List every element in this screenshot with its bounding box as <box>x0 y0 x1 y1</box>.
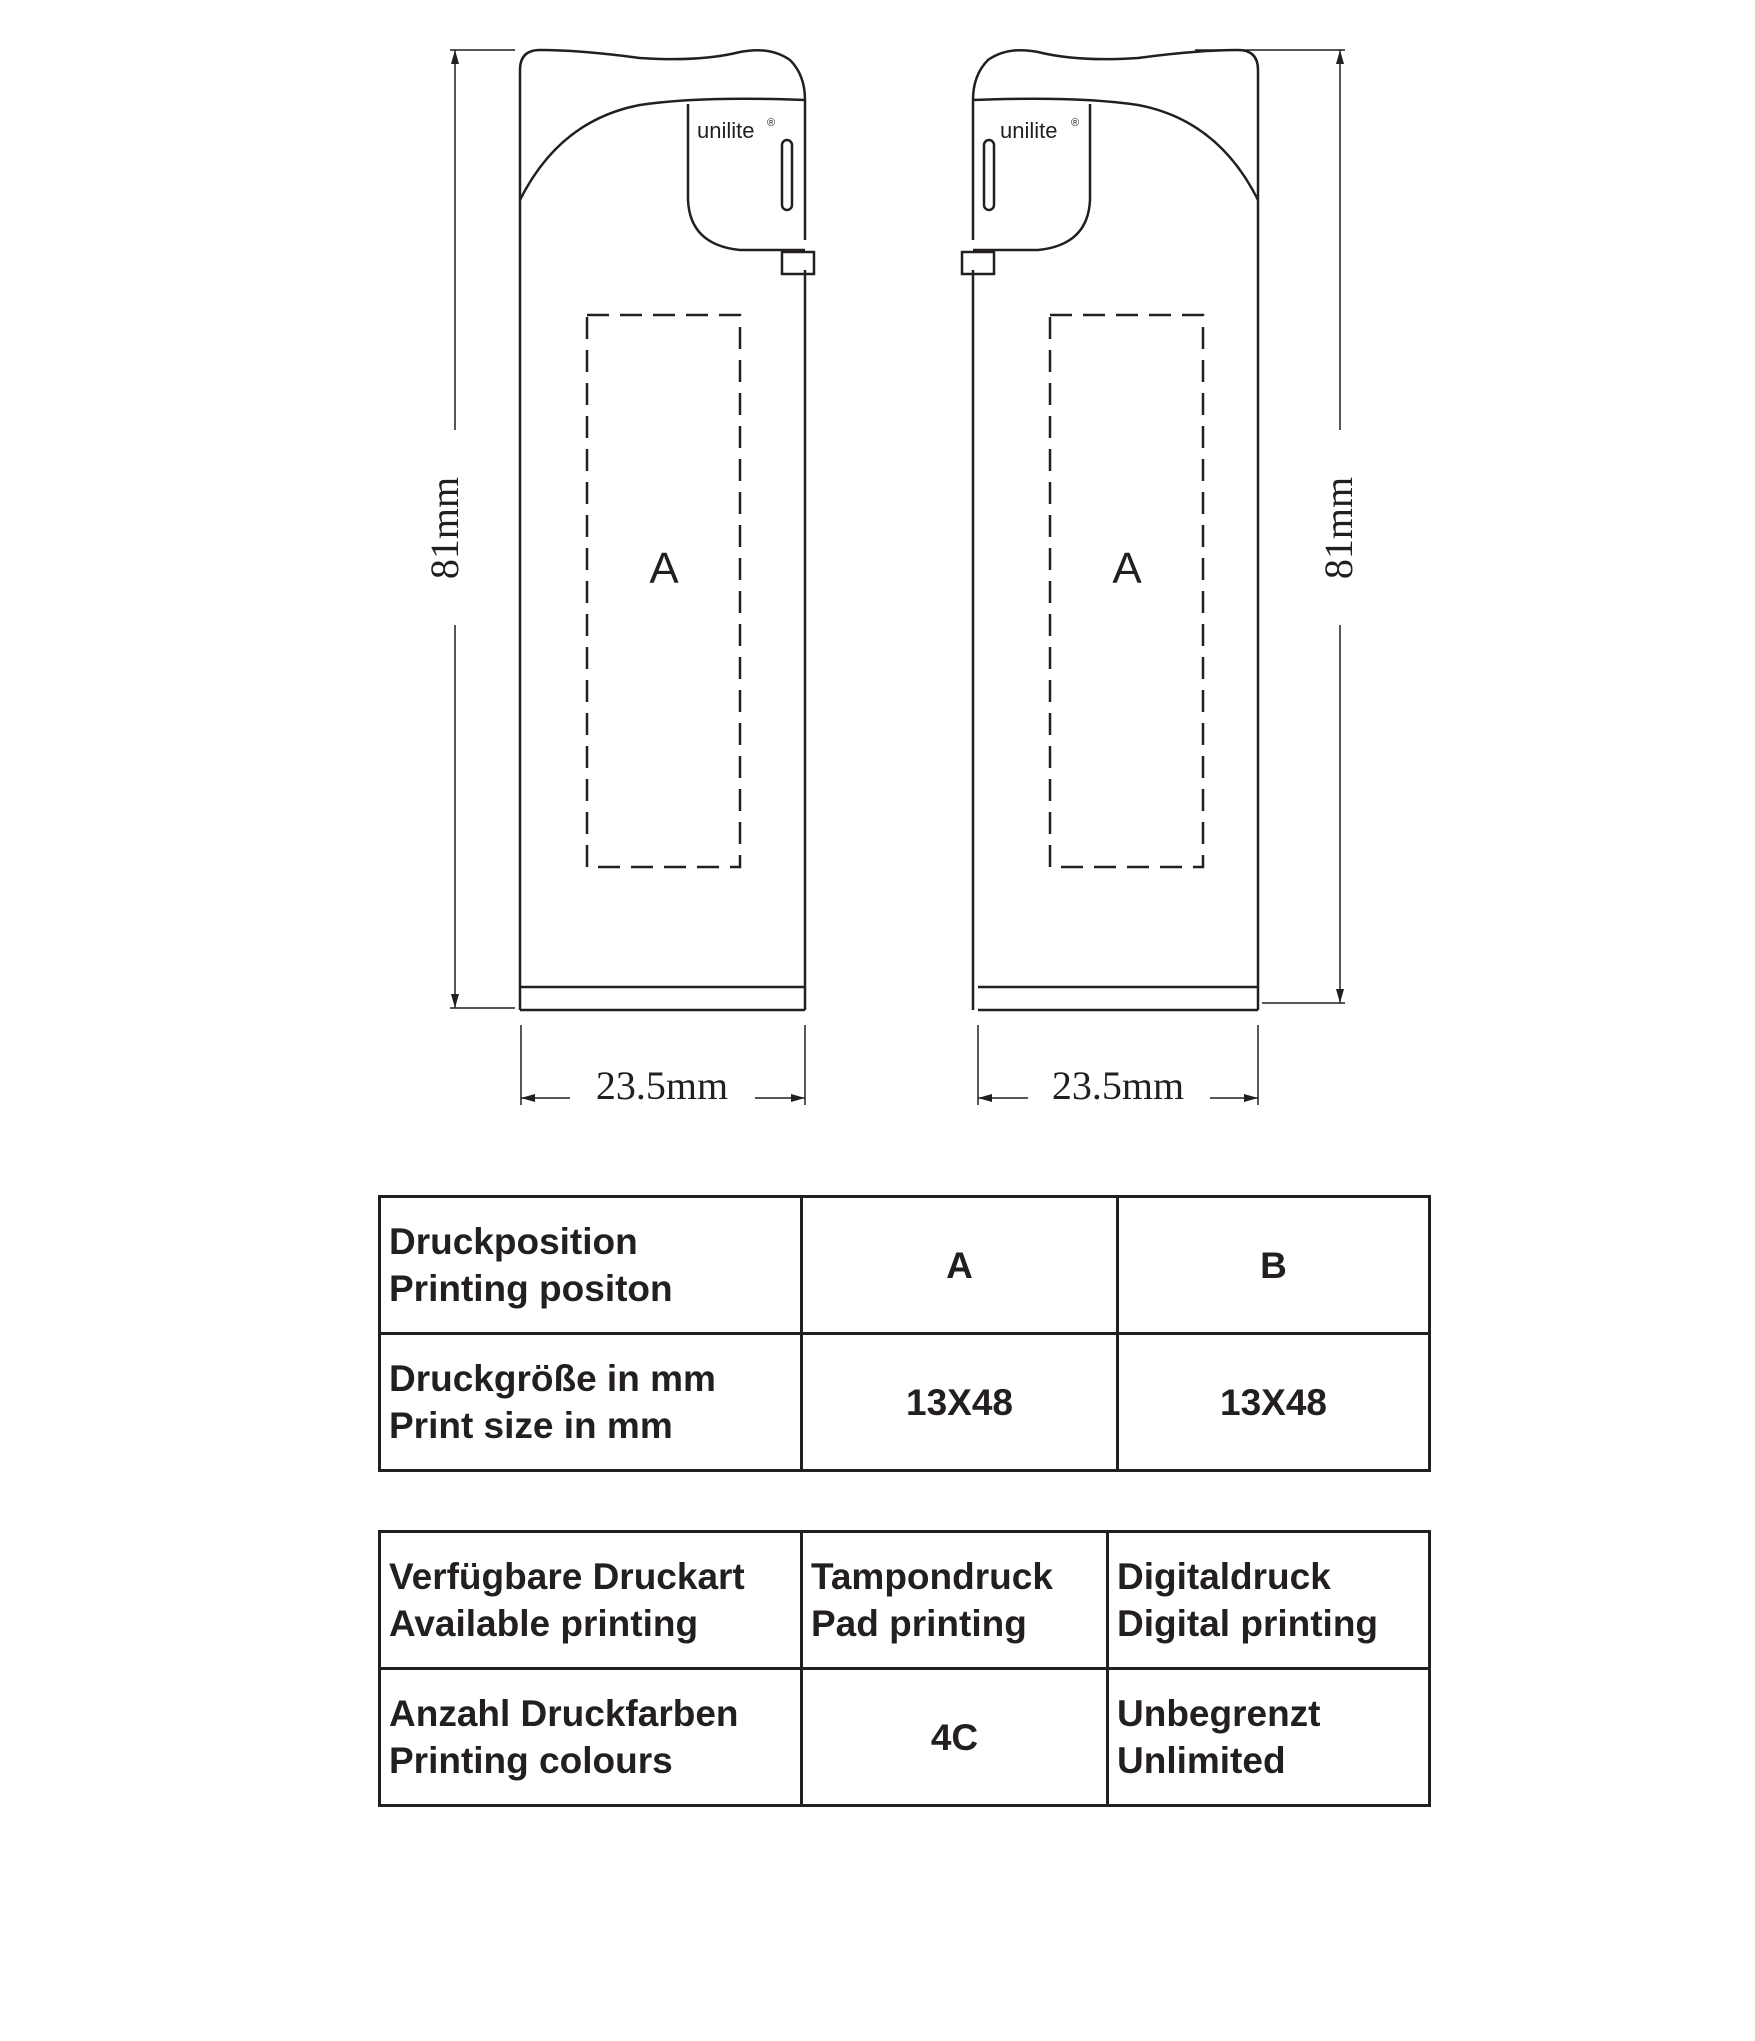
lighter-left-slot <box>782 140 792 210</box>
brand-mark-right: ® <box>1071 117 1080 129</box>
value-english: Unlimited <box>1117 1740 1286 1781</box>
label-german: Anzahl Druckfarben <box>389 1693 739 1734</box>
height-dimension-right: 81mm <box>1316 476 1361 580</box>
cell-size-a: 13X48 <box>802 1334 1118 1471</box>
label-english: Printing colours <box>389 1740 673 1781</box>
cell-method-a <box>802 1532 1108 1669</box>
brand-mark-left: ® <box>767 117 776 129</box>
label-german: Druckgröße in mm <box>389 1358 716 1399</box>
print-area-right-label: A <box>1112 544 1142 593</box>
label-english: Available printing <box>389 1603 699 1644</box>
lighter-right-side-button <box>962 252 994 274</box>
lighter-right-view <box>962 50 1345 1105</box>
row-label-printing-colours <box>380 1669 802 1806</box>
cell-position-b: B <box>1118 1197 1430 1334</box>
label-german: Verfügbare Druckart <box>389 1556 745 1597</box>
cell-colours-b <box>1108 1669 1430 1806</box>
lighter-left-view <box>450 50 814 1105</box>
row-label-print-position <box>380 1197 802 1334</box>
print-position-table <box>378 1195 1431 1472</box>
table-row <box>380 1197 1430 1334</box>
lighter-left-cap-curve <box>520 99 805 200</box>
table-row <box>380 1532 1430 1669</box>
label-english: Print size in mm <box>389 1405 673 1446</box>
row-label-print-size <box>380 1334 802 1471</box>
lighter-left-outline <box>520 50 805 1010</box>
value-english: Digital printing <box>1117 1603 1379 1644</box>
row-label-available-printing <box>380 1532 802 1669</box>
value-german: Tampondruck <box>811 1556 1053 1597</box>
height-dimension-left: 81mm <box>422 476 467 580</box>
value-german: Digitaldruck <box>1117 1556 1331 1597</box>
printing-method-table <box>378 1530 1431 1807</box>
value-german: Unbegrenzt <box>1117 1693 1321 1734</box>
lighter-left-side-button <box>782 252 814 274</box>
cell-method-b <box>1108 1532 1430 1669</box>
cell-colours-a: 4C <box>802 1669 1108 1806</box>
table-row <box>380 1669 1430 1806</box>
cell-position-a: A <box>802 1197 1118 1334</box>
width-dimension-left: 23.5mm <box>595 1063 729 1108</box>
brand-logo-left: unilite <box>697 118 755 143</box>
brand-logo-right: unilite <box>1000 118 1058 143</box>
lighter-right-cap-curve <box>973 99 1258 200</box>
label-english: Printing positon <box>389 1268 673 1309</box>
label-german: Druckposition <box>389 1221 638 1262</box>
print-area-left-label: A <box>649 544 679 593</box>
width-dimension-right: 23.5mm <box>1051 1063 1185 1108</box>
cell-size-b: 13X48 <box>1118 1334 1430 1471</box>
table-row <box>380 1334 1430 1471</box>
value-english: Pad printing <box>811 1603 1027 1644</box>
lighter-right-slot <box>984 140 994 210</box>
